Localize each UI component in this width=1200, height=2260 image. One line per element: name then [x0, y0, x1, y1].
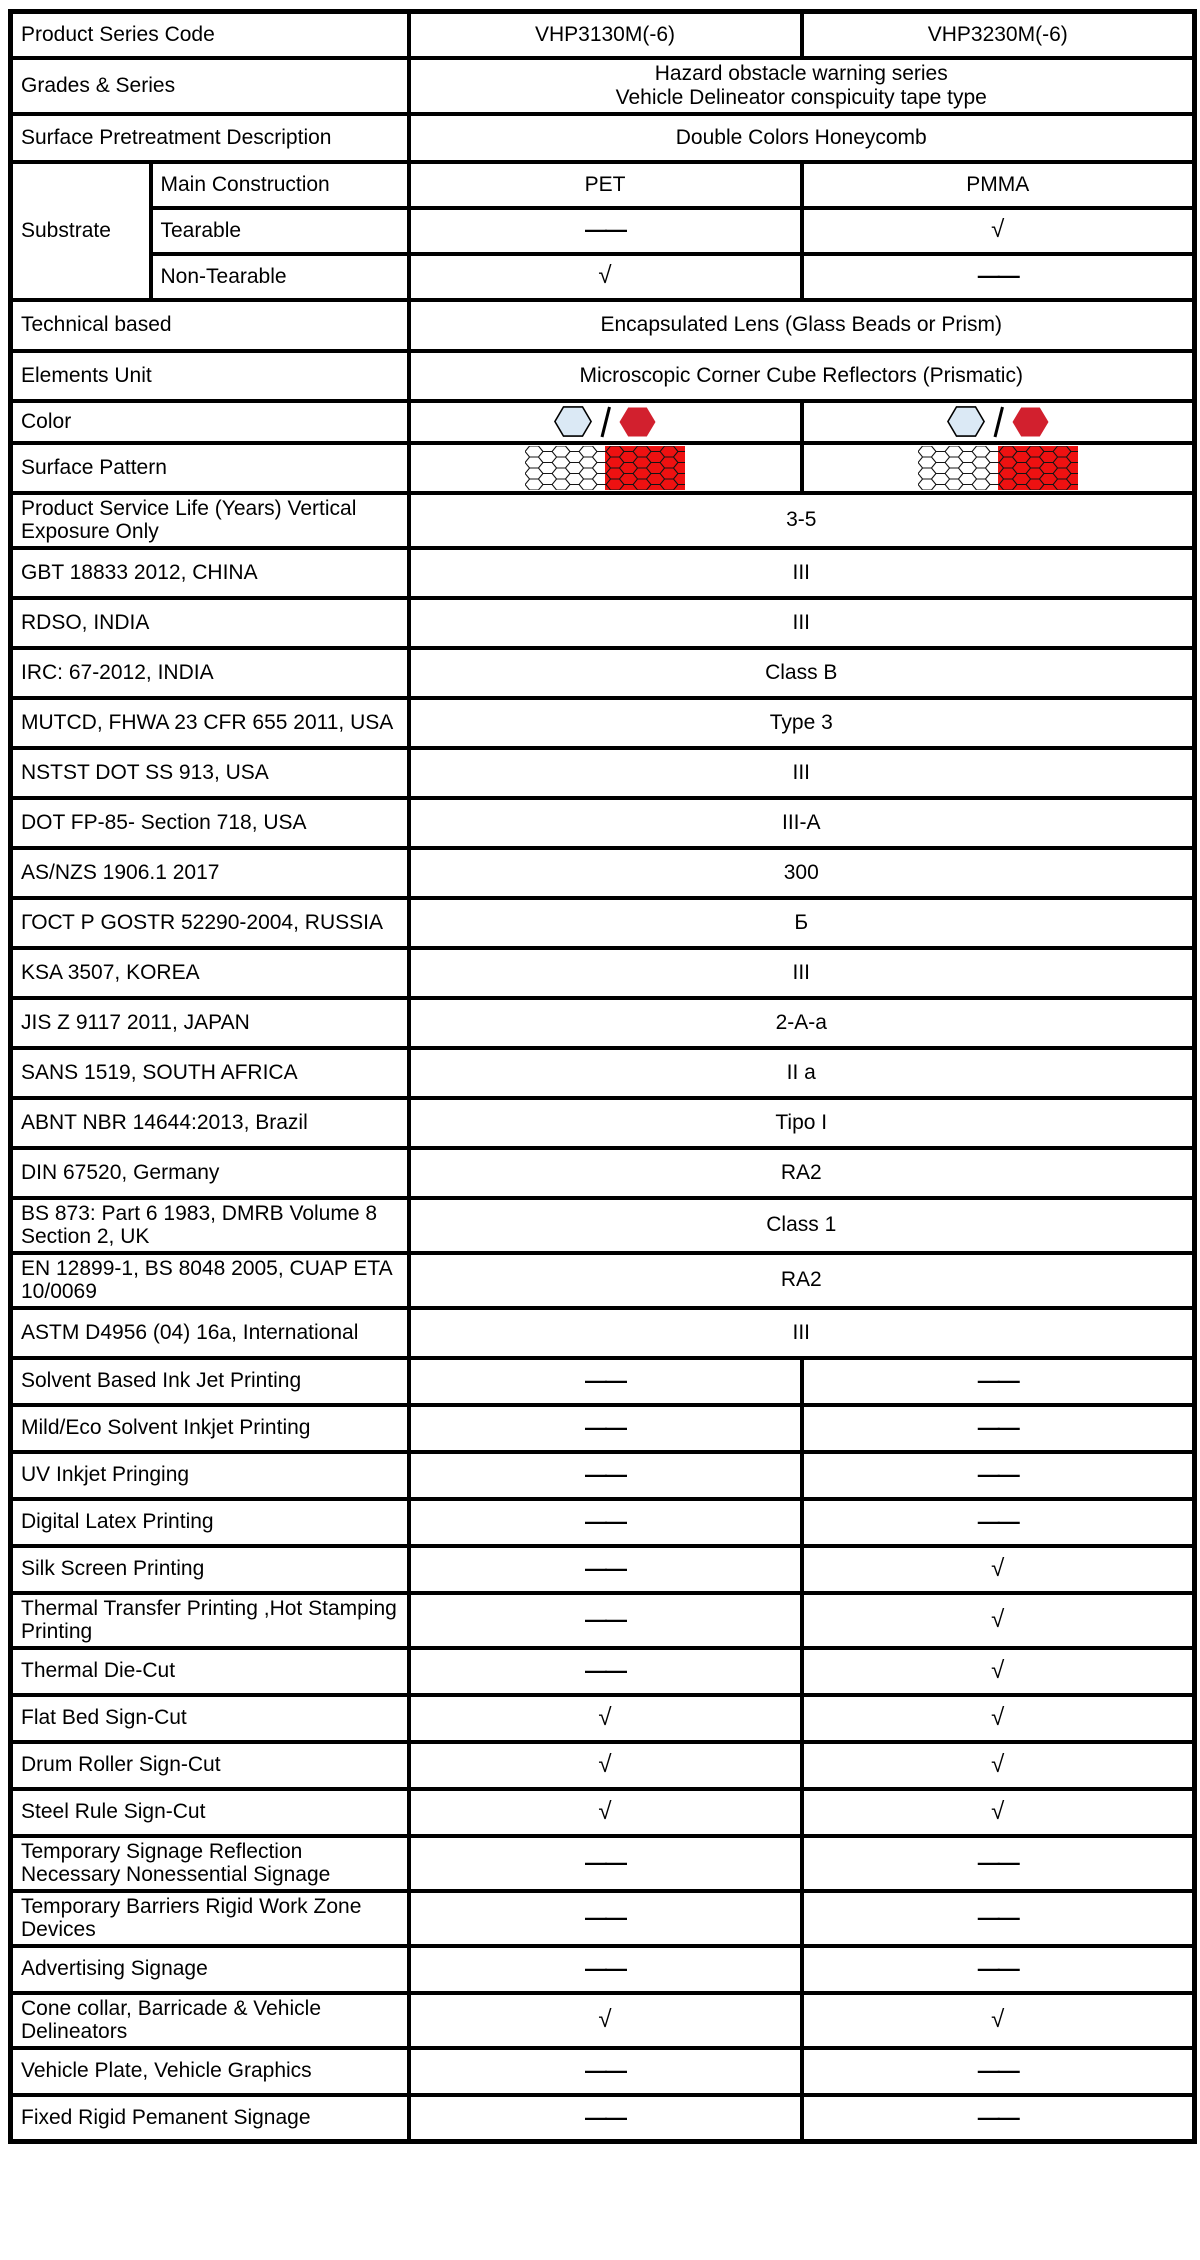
pattern-wrap — [805, 446, 1192, 490]
application-row — [11, 1499, 1195, 1546]
application-row — [11, 1836, 1195, 1891]
application-value-1: —— — [409, 1836, 802, 1891]
application-label: Mild/Eco Solvent Inkjet Printing — [11, 1405, 409, 1452]
application-label: Temporary Signage Reflection Necessary Nonessential Signage — [11, 1836, 409, 1891]
substrate-value-2: √ — [802, 208, 1195, 254]
honeycomb-pattern-image — [525, 446, 685, 490]
standards-row — [11, 948, 1195, 998]
application-value-1: —— — [409, 1648, 802, 1695]
application-label: Drum Roller Sign-Cut — [11, 1742, 409, 1789]
application-label: Thermal Transfer Printing ,Hot Stamping Printing — [11, 1593, 409, 1648]
application-value-1: √ — [409, 1695, 802, 1742]
standard-label: MUTCD, FHWA 23 CFR 655 2011, USA — [11, 698, 409, 748]
red-hexagon-icon — [1012, 407, 1049, 437]
application-label: Vehicle Plate, Vehicle Graphics — [11, 2048, 409, 2095]
slash-separator-icon — [599, 405, 612, 439]
standards-section — [11, 548, 1195, 1358]
application-value-2: —— — [802, 1891, 1195, 1946]
substrate-value-1: √ — [409, 254, 802, 300]
row-surface-pattern — [11, 443, 1195, 493]
standard-value: RA2 — [409, 1148, 1195, 1198]
application-value-1: —— — [409, 1452, 802, 1499]
color-swatch-cell-1 — [409, 401, 802, 443]
row-color — [11, 401, 1195, 443]
row-substrate-main-construction — [11, 162, 1195, 208]
application-value-2: —— — [802, 1499, 1195, 1546]
slash-separator-icon — [992, 405, 1005, 439]
standard-value: III — [409, 598, 1195, 648]
application-label: Silk Screen Printing — [11, 1546, 409, 1593]
application-label: Cone collar, Barricade & Vehicle Delineators — [11, 1993, 409, 2048]
standard-label: SANS 1519, SOUTH AFRICA — [11, 1048, 409, 1098]
pattern-wrap — [412, 446, 799, 490]
row-label: Grades & Series — [11, 58, 409, 114]
standard-label: ГОСТ Р GOSTR 52290-2004, RUSSIA — [11, 898, 409, 948]
row-label: Surface Pretreatment Description — [11, 114, 409, 162]
standard-value: III — [409, 548, 1195, 598]
application-label: Steel Rule Sign-Cut — [11, 1789, 409, 1836]
application-label: Temporary Barriers Rigid Work Zone Devices — [11, 1891, 409, 1946]
series-code-value-1: VHP3130M(-6) — [409, 12, 802, 58]
application-label: Flat Bed Sign-Cut — [11, 1695, 409, 1742]
standard-label: IRC: 67-2012, INDIA — [11, 648, 409, 698]
row-label: Product Service Life (Years) Vertical Exposure Only — [11, 493, 409, 548]
row-label: Color — [11, 401, 409, 443]
row-service-life — [11, 493, 1195, 548]
color-swatch-cell-2 — [802, 401, 1195, 443]
application-value-1: —— — [409, 1405, 802, 1452]
applications-section — [11, 1358, 1195, 2142]
row-grades-series — [11, 58, 1195, 114]
application-value-1: —— — [409, 1358, 802, 1405]
application-value-2: —— — [802, 1452, 1195, 1499]
application-row — [11, 1789, 1195, 1836]
standard-value: Б — [409, 898, 1195, 948]
row-label: Surface Pattern — [11, 443, 409, 493]
standard-value: Tipo I — [409, 1098, 1195, 1148]
standard-label: NSTST DOT SS 913, USA — [11, 748, 409, 798]
application-value-1: —— — [409, 2048, 802, 2095]
substrate-value-2: PMMA — [802, 162, 1195, 208]
standards-row — [11, 1148, 1195, 1198]
color-swatches — [812, 405, 1185, 439]
application-value-2: —— — [802, 1358, 1195, 1405]
application-value-2: √ — [802, 1593, 1195, 1648]
application-row — [11, 1742, 1195, 1789]
elements-unit-value: Microscopic Corner Cube Reflectors (Prismatic) — [409, 351, 1195, 401]
standards-row — [11, 598, 1195, 648]
standard-label: KSA 3507, KOREA — [11, 948, 409, 998]
light-hexagon-icon — [554, 406, 592, 437]
color-swatches — [419, 405, 792, 439]
substrate-value-2: —— — [802, 254, 1195, 300]
standard-label: ABNT NBR 14644:2013, Brazil — [11, 1098, 409, 1148]
technical-based-value: Encapsulated Lens (Glass Beads or Prism) — [409, 300, 1195, 351]
application-value-1: —— — [409, 1499, 802, 1546]
application-value-1: —— — [409, 1891, 802, 1946]
application-label: Thermal Die-Cut — [11, 1648, 409, 1695]
row-elements-unit — [11, 351, 1195, 401]
standard-value: 2-A-a — [409, 998, 1195, 1048]
application-value-1: —— — [409, 1946, 802, 1993]
standards-row — [11, 848, 1195, 898]
standards-row — [11, 1098, 1195, 1148]
standards-row — [11, 798, 1195, 848]
row-label: Elements Unit — [11, 351, 409, 401]
surface-pretreatment-value: Double Colors Honeycomb — [409, 114, 1195, 162]
row-label: Tearable — [151, 208, 409, 254]
application-label: Solvent Based Ink Jet Printing — [11, 1358, 409, 1405]
standard-label: DIN 67520, Germany — [11, 1148, 409, 1198]
standards-row — [11, 648, 1195, 698]
application-value-2: √ — [802, 1993, 1195, 2048]
application-value-2: √ — [802, 1742, 1195, 1789]
application-label: Digital Latex Printing — [11, 1499, 409, 1546]
application-row — [11, 1452, 1195, 1499]
top-section — [11, 12, 1195, 548]
substrate-label: Substrate — [11, 162, 151, 300]
standards-row — [11, 898, 1195, 948]
standards-row — [11, 1198, 1195, 1253]
application-value-1: √ — [409, 1993, 802, 2048]
application-row — [11, 1546, 1195, 1593]
application-row — [11, 1648, 1195, 1695]
row-product-series-code — [11, 12, 1195, 58]
product-spec-table — [8, 9, 1197, 2144]
light-hexagon-icon — [947, 406, 985, 437]
standards-row — [11, 548, 1195, 598]
standard-value: III — [409, 748, 1195, 798]
standard-value: Type 3 — [409, 698, 1195, 748]
application-value-2: √ — [802, 1695, 1195, 1742]
red-hexagon-icon — [619, 407, 656, 437]
row-substrate-tearable — [11, 208, 1195, 254]
application-row — [11, 2048, 1195, 2095]
application-row — [11, 1695, 1195, 1742]
standard-label: RDSO, INDIA — [11, 598, 409, 648]
surface-pattern-cell-1 — [409, 443, 802, 493]
standards-row — [11, 1308, 1195, 1358]
application-label: Fixed Rigid Pemanent Signage — [11, 2095, 409, 2142]
standard-label: DOT FP-85- Section 718, USA — [11, 798, 409, 848]
standards-row — [11, 998, 1195, 1048]
grades-series-line2: Vehicle Delineator conspicuity tape type — [615, 85, 987, 109]
application-row — [11, 1891, 1195, 1946]
standard-value: III — [409, 948, 1195, 998]
application-label: Advertising Signage — [11, 1946, 409, 1993]
surface-pattern-cell-2 — [802, 443, 1195, 493]
standard-label: AS/NZS 1906.1 2017 — [11, 848, 409, 898]
substrate-value-1: PET — [409, 162, 802, 208]
standard-label: EN 12899-1, BS 8048 2005, CUAP ETA 10/0069 — [11, 1253, 409, 1308]
series-code-value-2: VHP3230M(-6) — [802, 12, 1195, 58]
application-value-2: √ — [802, 1546, 1195, 1593]
application-row — [11, 1593, 1195, 1648]
application-value-2: √ — [802, 1789, 1195, 1836]
honeycomb-pattern-image — [918, 446, 1078, 490]
standard-value: Class B — [409, 648, 1195, 698]
application-row — [11, 1946, 1195, 1993]
grades-series-line1: Hazard obstacle warning series — [654, 61, 948, 85]
application-row — [11, 1358, 1195, 1405]
standard-value: III — [409, 1308, 1195, 1358]
application-value-1: —— — [409, 1593, 802, 1648]
row-label: Main Construction — [151, 162, 409, 208]
grades-series-value — [409, 58, 1195, 114]
application-value-2: —— — [802, 1836, 1195, 1891]
standards-row — [11, 748, 1195, 798]
application-row — [11, 2095, 1195, 2142]
service-life-value: 3-5 — [409, 493, 1195, 548]
application-value-1: —— — [409, 2095, 802, 2142]
application-value-1: √ — [409, 1742, 802, 1789]
substrate-value-1: —— — [409, 208, 802, 254]
application-value-2: —— — [802, 2095, 1195, 2142]
row-technical-based — [11, 300, 1195, 351]
application-value-2: —— — [802, 1405, 1195, 1452]
application-value-1: √ — [409, 1789, 802, 1836]
application-value-2: —— — [802, 2048, 1195, 2095]
standard-label: GBT 18833 2012, CHINA — [11, 548, 409, 598]
row-substrate-non-tearable — [11, 254, 1195, 300]
row-surface-pretreatment — [11, 114, 1195, 162]
standard-value: II a — [409, 1048, 1195, 1098]
standard-value: RA2 — [409, 1253, 1195, 1308]
standard-value: 300 — [409, 848, 1195, 898]
standard-label: BS 873: Part 6 1983, DMRB Volume 8 Section 2, UK — [11, 1198, 409, 1253]
application-value-2: —— — [802, 1946, 1195, 1993]
row-label: Non-Tearable — [151, 254, 409, 300]
application-row — [11, 1993, 1195, 2048]
standard-label: ASTM D4956 (04) 16a, International — [11, 1308, 409, 1358]
standards-row — [11, 1048, 1195, 1098]
standards-row — [11, 1253, 1195, 1308]
application-label: UV Inkjet Pringing — [11, 1452, 409, 1499]
standards-row — [11, 698, 1195, 748]
row-label: Technical based — [11, 300, 409, 351]
standard-value: Class 1 — [409, 1198, 1195, 1253]
application-row — [11, 1405, 1195, 1452]
standard-label: JIS Z 9117 2011, JAPAN — [11, 998, 409, 1048]
standard-value: III-A — [409, 798, 1195, 848]
application-value-1: —— — [409, 1546, 802, 1593]
row-label: Product Series Code — [11, 12, 409, 58]
application-value-2: √ — [802, 1648, 1195, 1695]
